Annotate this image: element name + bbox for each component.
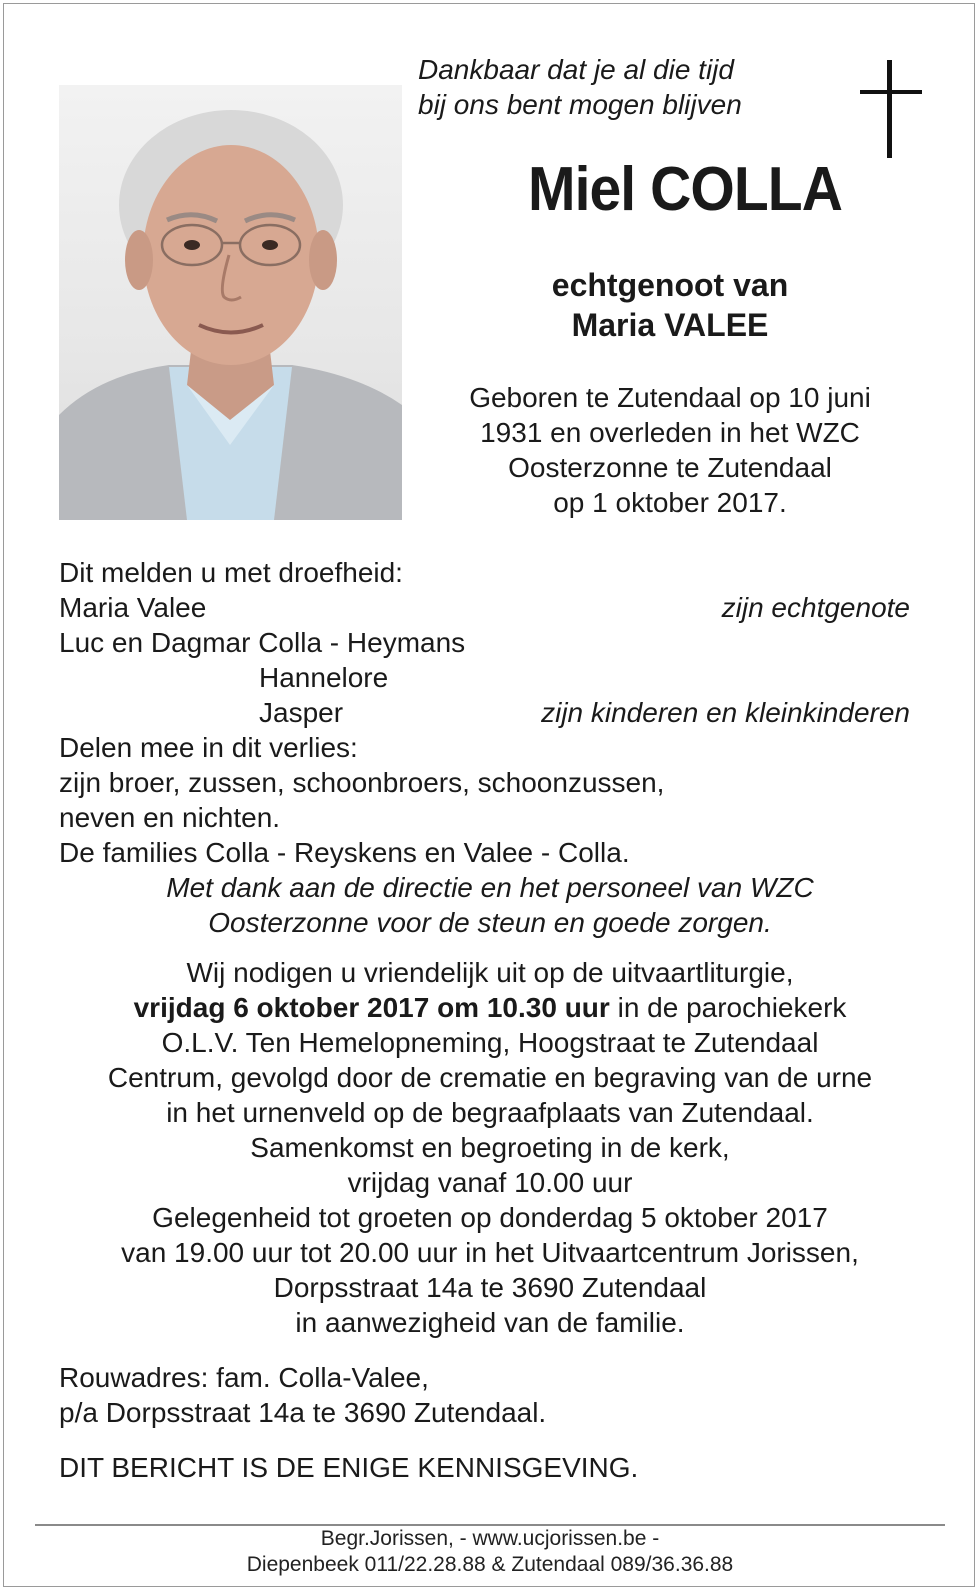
thanks-line-1: Met dank aan de directie en het personeel van WZC — [166, 872, 814, 903]
notice: DIT BERICHT IS DE ENIGE KENNISGEVING. — [59, 1452, 639, 1483]
footer — [35, 1526, 945, 1578]
ceremony-line-8: Gelegenheid tot groeten op donderdag 5 oktober 2017 — [152, 1202, 828, 1233]
ceremony-line-6: Samenkomst en begroeting in de kerk, — [250, 1132, 730, 1163]
thanks-line-2: Oosterzonne voor de steun en goede zorgen. — [208, 907, 772, 938]
birth-death-line-2: 1931 en overleden in het WZC — [480, 417, 860, 448]
motto-line-1: Dankbaar dat je al die tijd — [418, 54, 734, 85]
ceremony-line-9: van 19.00 uur tot 20.00 uur in het Uitvaartcentrum Jorissen, — [121, 1237, 859, 1268]
family-children: Luc en Dagmar Colla - Heymans — [59, 627, 466, 658]
ceremony-line-1: Wij nodigen u vriendelijk uit op de uitvaartliturgie, — [186, 957, 794, 988]
family-spouse: Maria Valee — [59, 592, 207, 623]
ceremony-line-10: Dorpsstraat 14a te 3690 Zutendaal — [273, 1272, 707, 1303]
family-grandchild-2: Jasper — [259, 697, 344, 728]
family-relatives-2: neven en nichten. — [59, 802, 281, 833]
ceremony-line-3: O.L.V. Ten Hemelopneming, Hoogstraat te Zutendaal — [161, 1027, 819, 1058]
family-intro: Dit melden u met droefheid: — [59, 557, 403, 588]
address-line-2: p/a Dorpsstraat 14a te 3690 Zutendaal. — [59, 1397, 547, 1428]
family-families: De families Colla - Reyskens en Valee - Colla. — [59, 837, 630, 868]
family-children-role: zijn kinderen en kleinkinderen — [541, 697, 910, 728]
ceremony-line-11: in aanwezigheid van de familie. — [295, 1307, 685, 1338]
ceremony-date: vrijdag 6 oktober 2017 om 10.30 uur — [133, 992, 610, 1023]
address-line-1: Rouwadres: fam. Colla-Valee, — [59, 1362, 429, 1393]
family-share-intro: Delen mee in dit verlies: — [59, 732, 358, 763]
family-grandchild-1: Hannelore — [259, 662, 389, 693]
birth-death-line-1: Geboren te Zutendaal op 10 juni — [469, 382, 871, 413]
family-spouse-role: zijn echtgenote — [721, 592, 910, 623]
ceremony-line-2 — [0, 990, 980, 1025]
portrait-photo — [59, 85, 402, 520]
footer-line-1: Begr.Jorissen, - www.ucjorissen.be - — [320, 1527, 660, 1550]
birth-death-line-4: op 1 oktober 2017. — [553, 487, 787, 518]
ceremony-line-7: vrijdag vanaf 10.00 uur — [347, 1167, 633, 1198]
ceremony-church: in de parochiekerk — [609, 992, 847, 1023]
family-relatives-1: zijn broer, zussen, schoonbroers, schoonzussen, — [59, 767, 665, 798]
spouse-label: echtgenoot van — [551, 267, 789, 303]
spouse-name: Maria VALEE — [571, 307, 769, 343]
motto-line-2: bij ons bent mogen blijven — [418, 89, 742, 120]
deceased-name: Miel COLLA — [527, 155, 843, 224]
birth-death-line-3: Oosterzonne te Zutendaal — [508, 452, 832, 483]
portrait-illustration — [59, 85, 402, 520]
latin-cross-icon — [860, 60, 922, 158]
footer-line-2: Diepenbeek 011/22.28.88 & Zutendaal 089/36.36.88 — [246, 1553, 734, 1576]
ceremony-line-4: Centrum, gevolgd door de crematie en begraving van de urne — [107, 1062, 873, 1093]
ceremony-line-5: in het urnenveld op de begraafplaats van Zutendaal. — [166, 1097, 814, 1128]
